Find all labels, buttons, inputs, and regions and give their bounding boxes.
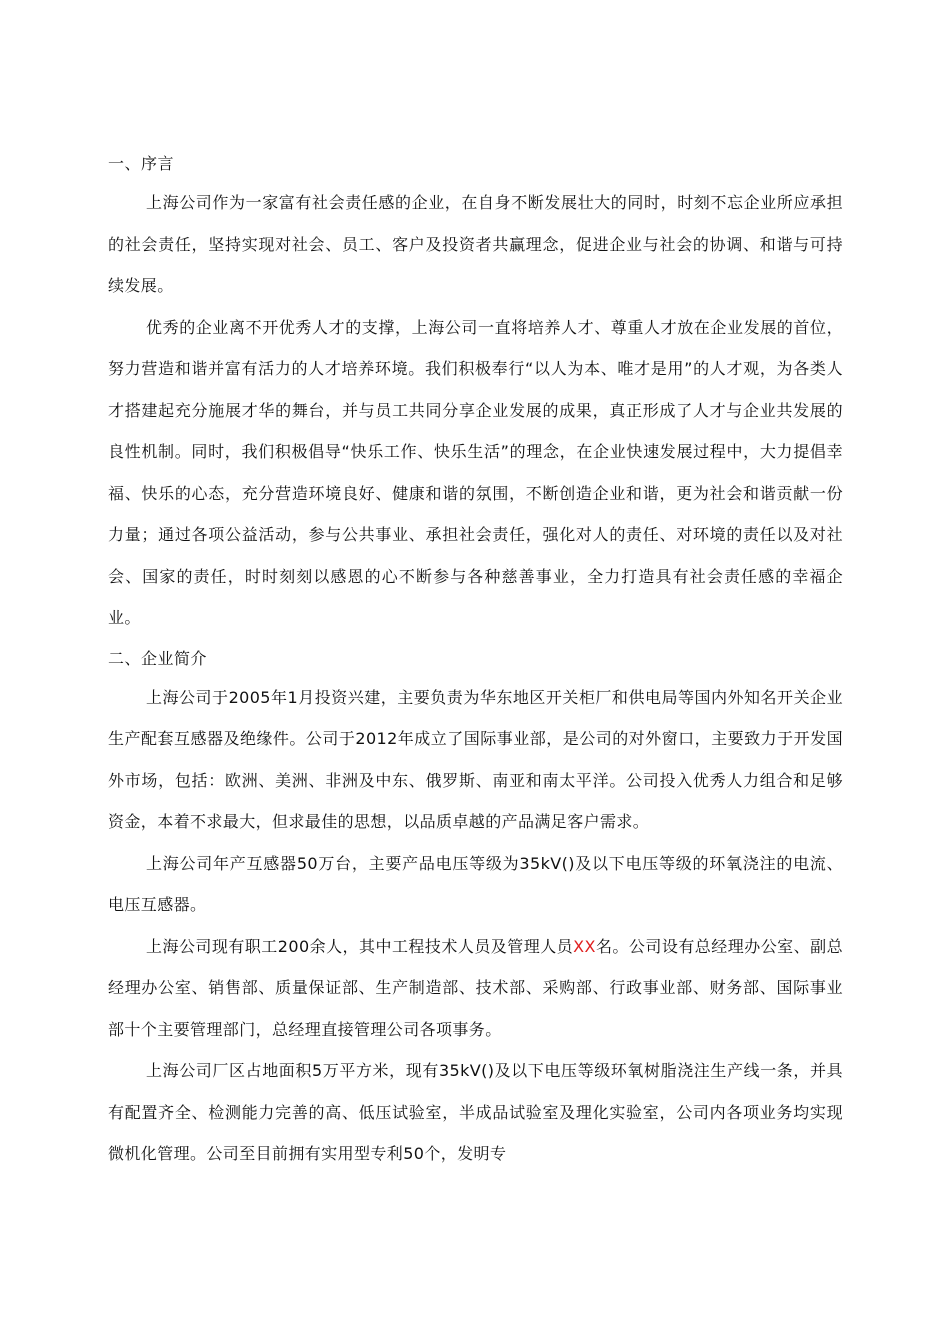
profile-paragraph-1: 上海公司于2005年1月投资兴建，主要负责为华东地区开关柜厂和供电局等国内外知名开关企业生产配套互感器及绝缘件。公司于2012年成立了国际事业部，是公司的对外窗口，主要致力于开发国外市场，包括：欧洲、美洲、非洲及中东、俄罗斯、南亚和南太平洋。公司投入优秀人力组合和足够资金，本着不求最大，但求最佳的思想，以品质卓越的产品满足客户需求。 — [108, 687, 843, 831]
staff-text-after: 名。公司设有总经理办公室、副总经理办公室、销售部、质量保证部、生产制造部、技术部、采购部、行政事业部、财务部、国际事业部十个主要管理部门，总经理直接管理公司各项事务。 — [108, 936, 843, 1039]
document-body — [108, 146, 843, 1175]
section-heading-company-profile: 二、企业简介 — [108, 648, 208, 668]
profile-paragraph-2: 上海公司年产互感器50万台，主要产品电压等级为35kV()及以下电压等级的环氧浇注的电流、电压互感器。 — [108, 853, 843, 914]
preface-paragraph-2: 优秀的企业离不开优秀人才的支撑，上海公司一直将培养人才、尊重人才放在企业发展的首位，努力营造和谐并富有活力的人才培养环境。我们积极奉行“以人为本、唯才是用”的人才观，为各类人才搭建起充分施展才华的舞台，并与员工共同分享企业发展的成果，真正形成了人才与企业共发展的良性机制。同时，我们积极倡导“快乐工作、快乐生活”的理念，在企业快速发展过程中，大力提倡幸福、快乐的心态，充分营造环境良好、健康和谐的氛围，不断创造企业和谐，更为社会和谐贡献一份力量；通过各项公益活动，参与公共事业、承担社会责任，强化对人的责任、对环境的责任以及对社会、国家的责任，时时刻刻以感恩的心不断参与各种慈善事业，全力打造具有社会责任感的幸福企业。 — [108, 317, 843, 627]
profile-paragraph-3 — [108, 926, 843, 1051]
section-heading-preface: 一、序言 — [108, 154, 175, 173]
staff-text-before: 上海公司现有职工200余人，其中工程技术人员及管理人员 — [146, 936, 574, 956]
profile-paragraph-4: 上海公司厂区占地面积5万平方米，现有35kV()及以下电压等级环氧树脂浇注生产线一条，并具有配置齐全、检测能力完善的高、低压试验室，半成品试验室及理化实验室，公司内各项业务均实现微机化管理。公司至目前拥有实用型专利50个，发明专 — [108, 1061, 843, 1163]
placeholder-count-highlight: XX — [573, 936, 596, 956]
preface-paragraph-1: 上海公司作为一家富有社会责任感的企业，在自身不断发展壮大的同时，时刻不忘企业所应承担的社会责任，坚持实现对社会、员工、客户及投资者共赢理念，促进企业与社会的协调、和谐与可持续发展。 — [108, 193, 843, 295]
